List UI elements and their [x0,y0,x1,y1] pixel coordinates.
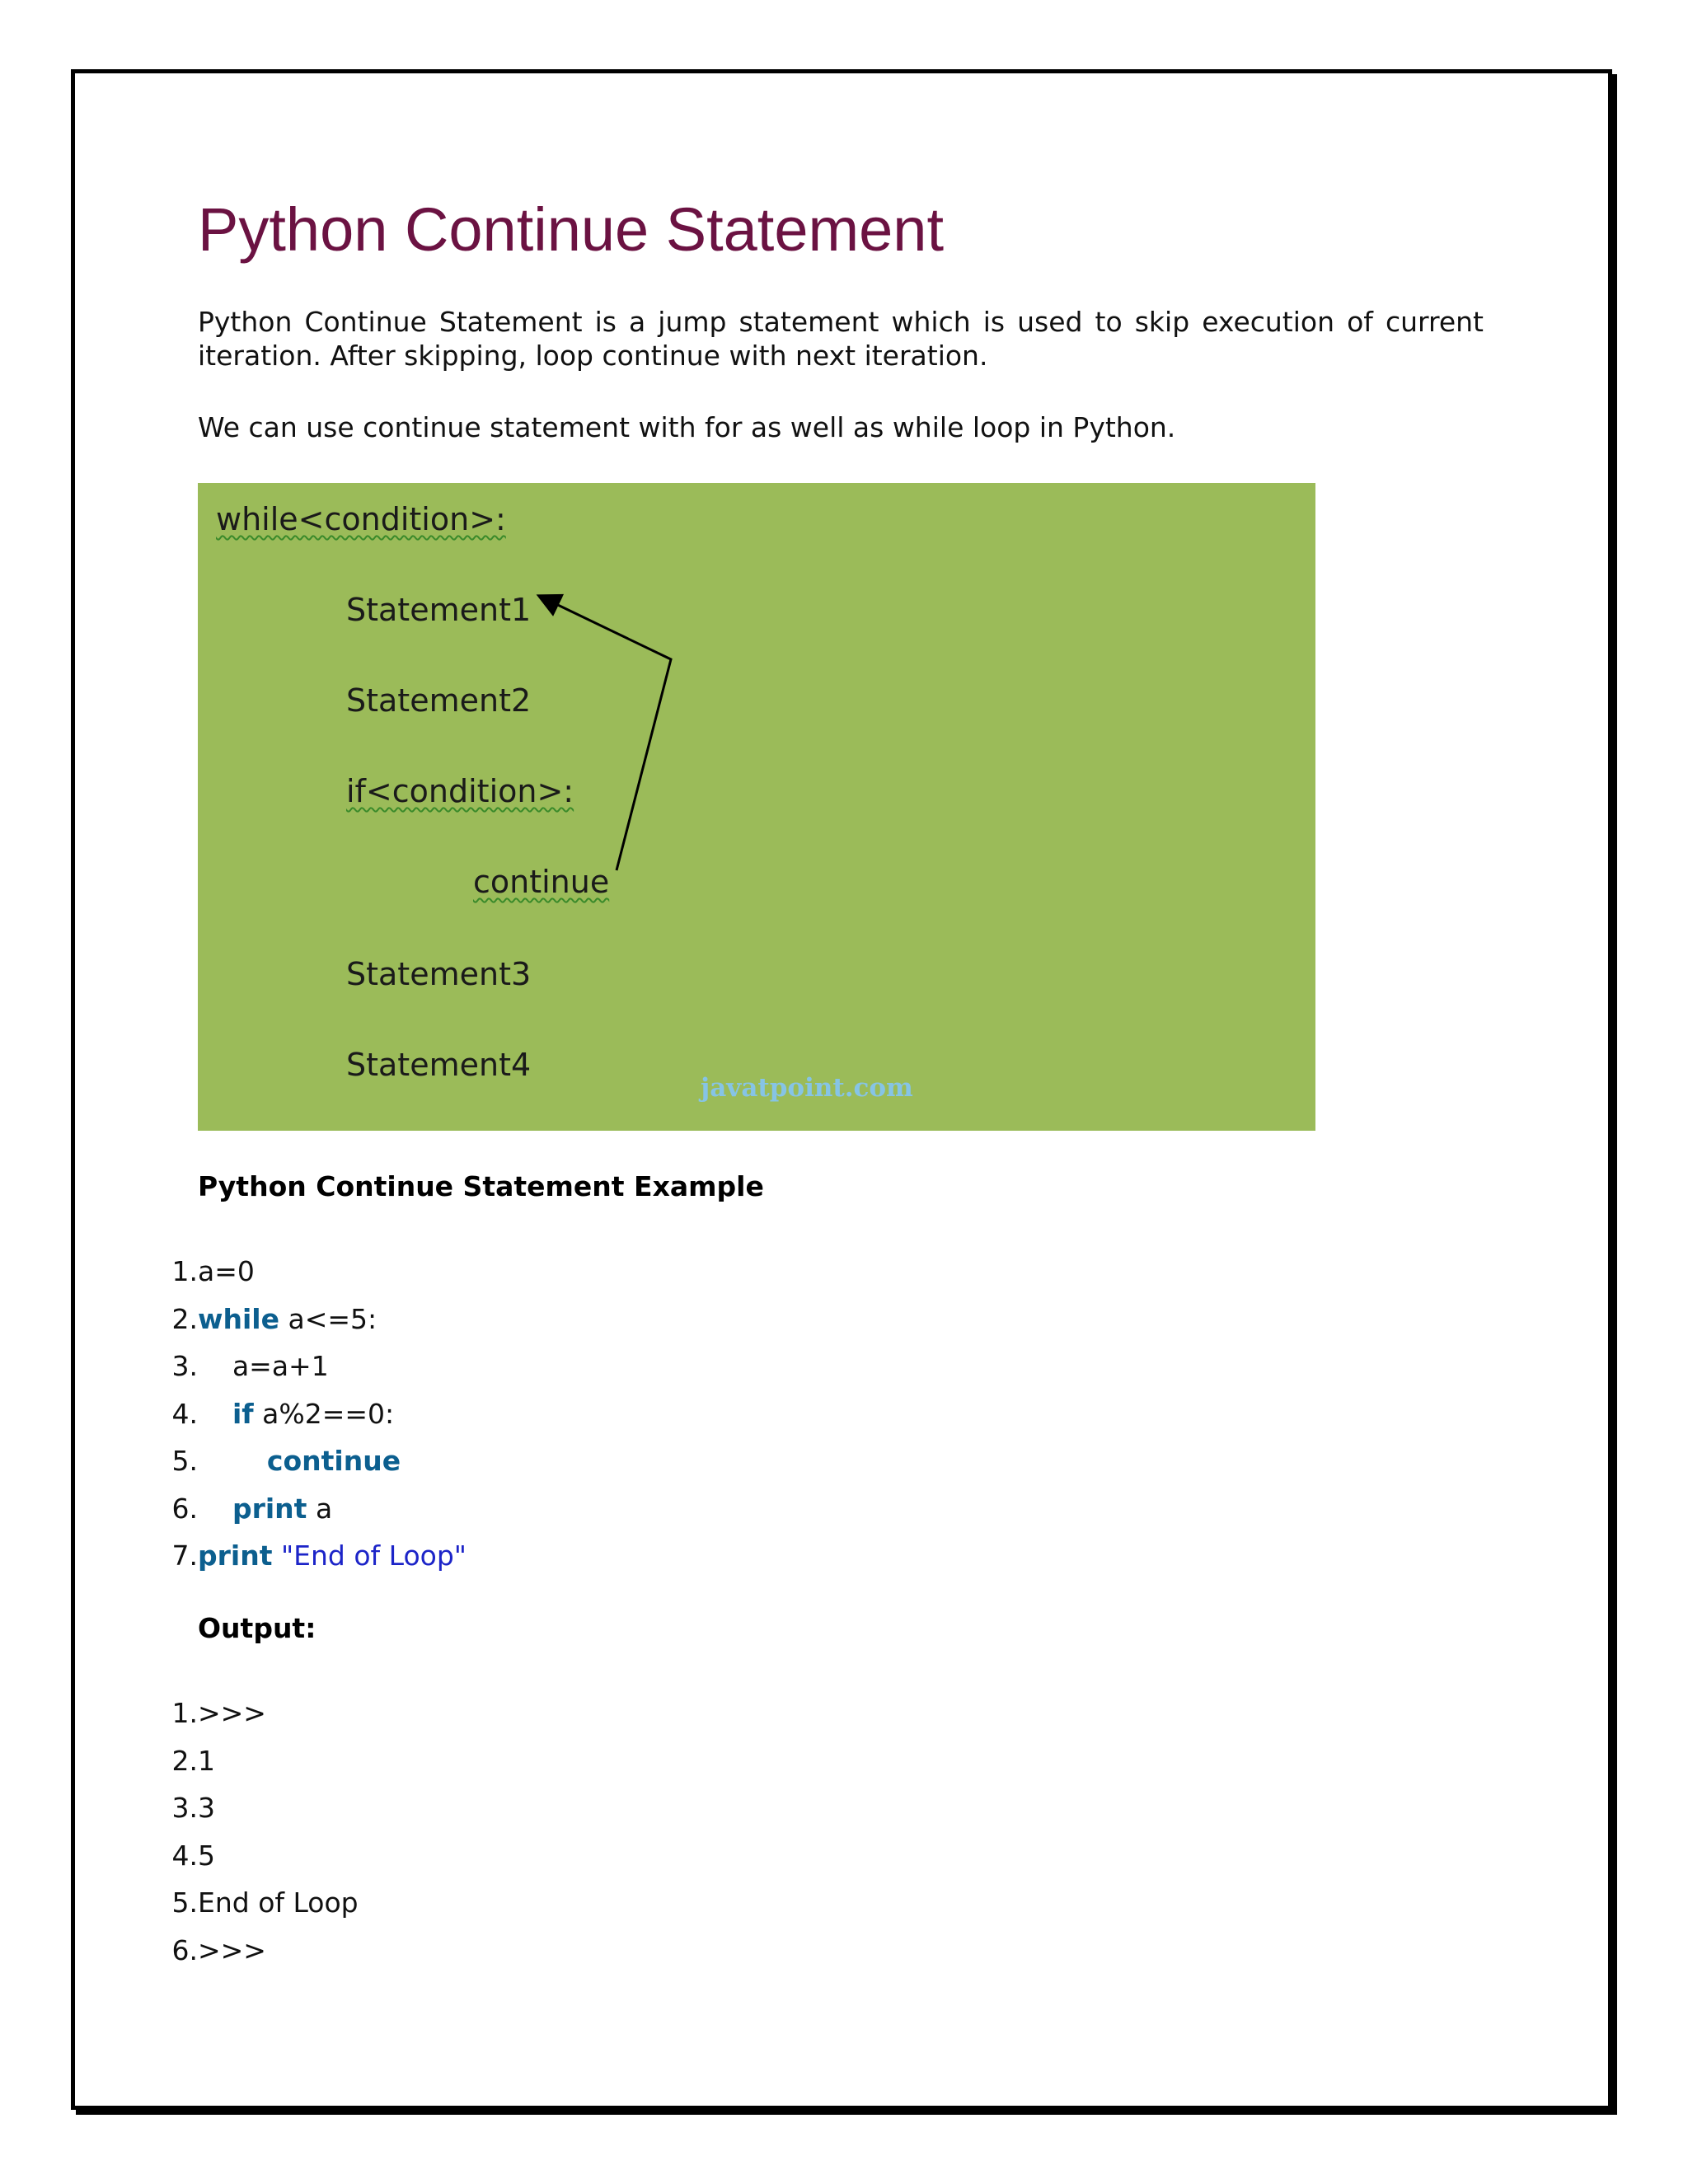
code-text [198,1493,332,1526]
code-text [198,1255,255,1288]
code-text [198,1540,467,1572]
code-line [132,1445,1121,1493]
code-token [198,1445,267,1477]
code-keyword: continue [266,1445,401,1477]
code-line [132,1493,1121,1540]
output-line [132,1745,1121,1793]
code-text [198,1445,401,1478]
line-number: 2. [171,1302,198,1335]
output-line [132,1886,1121,1934]
output-text: 1 [198,1744,215,1777]
output-text: End of Loop [198,1886,359,1919]
page-title: Python Continue Statement [198,195,945,264]
code-line [132,1255,1121,1303]
line-number: 3. [171,1350,198,1382]
usage-paragraph: We can use continue statement with for as well as while loop in Python. [198,411,1176,443]
diagram-line-statement4: Statement4 [346,1047,532,1083]
code-text [198,1350,329,1383]
continue-arrow-icon [198,483,1315,1131]
line-number: 6. [171,1933,198,1966]
output-text: 3 [198,1792,215,1824]
code-text [198,1303,377,1336]
code-keyword: print [232,1492,307,1525]
output-text: 5 [198,1839,215,1872]
line-number: 3. [171,1792,198,1824]
diagram-line-statement1: Statement1 [346,592,532,628]
code-token [198,1398,232,1430]
line-number: 1. [171,1255,198,1287]
output-line [132,1697,1121,1745]
diagram-line-if: if<condition>: [346,773,574,809]
output-list [132,1697,1121,1981]
output-heading: Output: [198,1612,316,1644]
code-line [132,1540,1121,1587]
diagram-line-statement2: Statement2 [346,682,532,719]
code-token: a%2==0: [253,1397,395,1430]
line-number: 4. [171,1839,198,1872]
line-number: 1. [171,1697,198,1729]
diagram-line-continue: continue [473,864,610,900]
code-line [132,1303,1121,1351]
line-number: 7. [171,1540,198,1572]
output-text: >>> [198,1933,266,1966]
code-line [132,1398,1121,1446]
code-keyword: if [232,1397,254,1430]
line-number: 4. [171,1397,198,1430]
output-line [132,1840,1121,1887]
output-line [132,1792,1121,1840]
code-keyword: print [198,1540,273,1572]
example-heading: Python Continue Statement Example [198,1170,764,1202]
diagram-line-statement3: Statement3 [346,956,532,992]
code-token [198,1493,232,1525]
code-token: a [307,1492,333,1525]
line-number: 2. [171,1744,198,1777]
line-number: 5. [171,1886,198,1919]
code-token [272,1540,281,1572]
code-string: "End of Loop" [280,1540,467,1572]
line-number: 5. [171,1445,198,1477]
output-text: >>> [198,1697,266,1729]
code-token: a=a+1 [198,1350,329,1382]
example-code-list [132,1255,1121,1587]
output-line [132,1934,1121,1982]
line-number: 6. [171,1492,198,1525]
continue-flow-diagram [198,483,1315,1131]
watermark-logo: javatpoint.com [701,1073,913,1103]
code-token: a=0 [198,1255,255,1287]
intro-paragraph: Python Continue Statement is a jump statement which is used to skip execution of current iteration. After skipping, loop continue with next iteration. [198,306,1484,372]
code-token: a<=5: [279,1302,377,1335]
diagram-line-while: while<condition>: [216,501,506,537]
code-text [198,1398,394,1431]
code-keyword: while [198,1302,279,1335]
code-line [132,1350,1121,1398]
